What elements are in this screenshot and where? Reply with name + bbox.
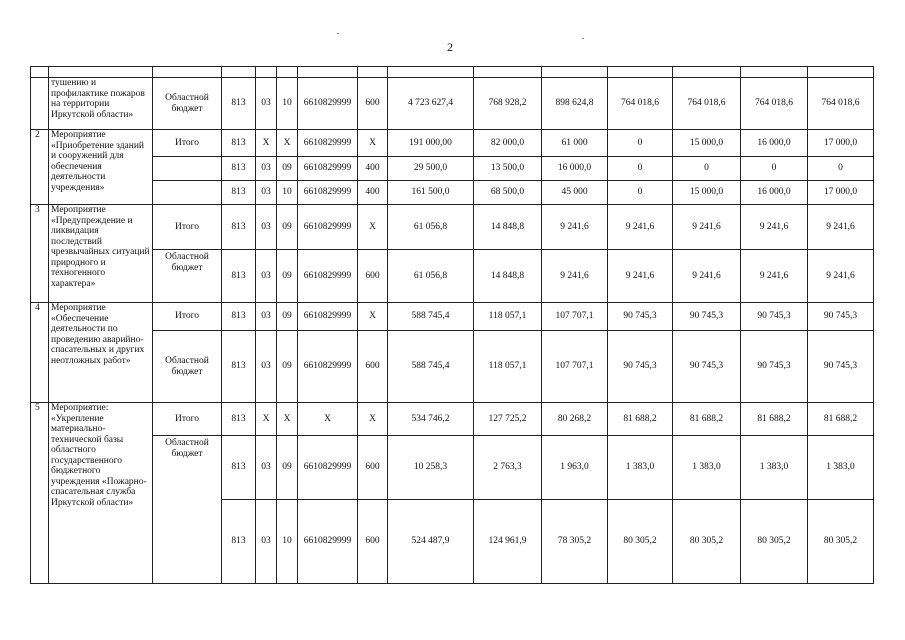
vr-code: Х <box>358 130 388 157</box>
csr-code: 6610829999 <box>298 78 358 130</box>
amount-year: 1 383,0 <box>741 436 808 500</box>
pr-code: 10 <box>277 78 298 130</box>
pr-code: 10 <box>277 500 298 584</box>
amount-year: 107 707,1 <box>542 331 608 403</box>
amount-total: 161 500,0 <box>388 181 474 205</box>
amount-year: 14 848,8 <box>474 250 542 303</box>
vr-code: 400 <box>358 181 388 205</box>
rz-code: Х <box>256 130 277 157</box>
amount-year: 90 745,3 <box>741 331 808 403</box>
table-row <box>31 250 874 303</box>
row-number: 5 <box>31 403 49 584</box>
measure-name: Мероприятие: «Укрепление материально-технической базы областного государственного бюджетного учреждения «Пожарно-спасательная служба Иркутской области» <box>49 403 153 584</box>
pr-code: 09 <box>277 205 298 250</box>
measure-name: Мероприятие «Предупреждение и ликвидация последствий чрезвычайных ситуаций природного и техногенного характера» <box>49 205 153 303</box>
pr-code: 09 <box>277 436 298 500</box>
amount-year: 80 305,2 <box>741 500 808 584</box>
funding-source: Областной бюджет <box>153 436 222 584</box>
pr-code: 09 <box>277 303 298 331</box>
amount-year: 2 763,3 <box>474 436 542 500</box>
amount-year: 15 000,0 <box>673 130 741 157</box>
amount-year: 80 305,2 <box>673 500 741 584</box>
amount-total: 524 487,9 <box>388 500 474 584</box>
measure-name: Мероприятие «Обеспечение деятельности по проведению аварийно-спасательных и других неотложных работ» <box>49 303 153 403</box>
amount-year: 124 961,9 <box>474 500 542 584</box>
amount-year: 15 000,0 <box>673 181 741 205</box>
amount-year: 764 018,6 <box>741 78 808 130</box>
amount-year: 80 268,2 <box>542 403 608 436</box>
amount-year: 9 241,6 <box>808 205 874 250</box>
table-row <box>31 303 874 331</box>
amount-total: 61 056,8 <box>388 205 474 250</box>
amount-year: 90 745,3 <box>808 303 874 331</box>
vr-code: Х <box>358 205 388 250</box>
measure-name: тушению и профилактике пожаров на территории Иркутской области» <box>49 78 153 130</box>
funding-source <box>153 181 222 205</box>
amount-year: 1 383,0 <box>808 436 874 500</box>
amount-total: 10 258,3 <box>388 436 474 500</box>
pr-code: Х <box>277 403 298 436</box>
amount-year: 0 <box>608 157 673 181</box>
amount-year: 17 000,0 <box>808 181 874 205</box>
vr-code: 600 <box>358 78 388 130</box>
amount-year: 90 745,3 <box>673 303 741 331</box>
rz-code: 03 <box>256 303 277 331</box>
amount-year: 1 963,0 <box>542 436 608 500</box>
amount-year: 9 241,6 <box>542 250 608 303</box>
grbs-code: 813 <box>222 331 256 403</box>
amount-year: 9 241,6 <box>808 250 874 303</box>
amount-year: 118 057,1 <box>474 303 542 331</box>
grbs-code: 813 <box>222 205 256 250</box>
amount-year: 768 928,2 <box>474 78 542 130</box>
csr-code: 6610829999 <box>298 331 358 403</box>
amount-year: 9 241,6 <box>608 205 673 250</box>
amount-year: 9 241,6 <box>673 205 741 250</box>
amount-year: 90 745,3 <box>741 303 808 331</box>
funding-source: Итого <box>153 303 222 331</box>
amount-year: 1 383,0 <box>608 436 673 500</box>
amount-year: 0 <box>673 157 741 181</box>
rz-code: Х <box>256 403 277 436</box>
csr-code: 6610829999 <box>298 181 358 205</box>
amount-year: 68 500,0 <box>474 181 542 205</box>
amount-total: 588 745,4 <box>388 303 474 331</box>
amount-year: 0 <box>808 157 874 181</box>
funding-source <box>153 157 222 181</box>
amount-year: 16 000,0 <box>741 181 808 205</box>
funding-source: Областной бюджет <box>153 250 222 303</box>
amount-total: 588 745,4 <box>388 331 474 403</box>
row-number: 2 <box>31 130 49 205</box>
amount-year: 898 624,8 <box>542 78 608 130</box>
amount-total: 29 500,0 <box>388 157 474 181</box>
funding-source: Итого <box>153 130 222 157</box>
rz-code: 03 <box>256 78 277 130</box>
amount-year: 90 745,3 <box>673 331 741 403</box>
csr-code: 6610829999 <box>298 500 358 584</box>
pr-code: 10 <box>277 181 298 205</box>
scan-speck <box>582 38 584 39</box>
amount-year: 9 241,6 <box>741 205 808 250</box>
amount-total: 534 746,2 <box>388 403 474 436</box>
amount-year: 9 241,6 <box>608 250 673 303</box>
grbs-code: 813 <box>222 500 256 584</box>
amount-year: 1 383,0 <box>673 436 741 500</box>
table-row <box>31 331 874 403</box>
amount-year: 17 000,0 <box>808 130 874 157</box>
amount-year: 127 725,2 <box>474 403 542 436</box>
amount-year: 81 688,2 <box>808 403 874 436</box>
csr-code: 6610829999 <box>298 436 358 500</box>
amount-year: 80 305,2 <box>608 500 673 584</box>
budget-table <box>30 66 874 584</box>
amount-year: 61 000 <box>542 130 608 157</box>
amount-year: 90 745,3 <box>808 331 874 403</box>
amount-year: 78 305,2 <box>542 500 608 584</box>
table-row <box>31 205 874 250</box>
table-row <box>31 436 874 500</box>
table-row <box>31 157 874 181</box>
amount-year: 13 500,0 <box>474 157 542 181</box>
table-row <box>31 130 874 157</box>
amount-year: 118 057,1 <box>474 331 542 403</box>
amount-year: 45 000 <box>542 181 608 205</box>
table-row <box>31 403 874 436</box>
grbs-code: 813 <box>222 303 256 331</box>
table-row <box>31 78 874 130</box>
vr-code: 400 <box>358 157 388 181</box>
rz-code: 03 <box>256 436 277 500</box>
amount-total: 4 723 627,4 <box>388 78 474 130</box>
grbs-code: 813 <box>222 181 256 205</box>
amount-year: 764 018,6 <box>808 78 874 130</box>
rz-code: 03 <box>256 205 277 250</box>
grbs-code: 813 <box>222 436 256 500</box>
rz-code: 03 <box>256 500 277 584</box>
amount-total: 191 000,00 <box>388 130 474 157</box>
vr-code: 600 <box>358 331 388 403</box>
csr-code: 6610829999 <box>298 303 358 331</box>
row-number <box>31 78 49 130</box>
funding-source: Итого <box>153 205 222 250</box>
vr-code: Х <box>358 403 388 436</box>
table-row <box>31 67 874 78</box>
row-number: 3 <box>31 205 49 303</box>
rz-code: 03 <box>256 181 277 205</box>
amount-year: 14 848,8 <box>474 205 542 250</box>
amount-year: 16 000,0 <box>542 157 608 181</box>
amount-year: 90 745,3 <box>608 331 673 403</box>
amount-year: 81 688,2 <box>608 403 673 436</box>
measure-name: Мероприятие «Приобретение зданий и сооружений для обеспечения деятельности учреждения» <box>49 130 153 205</box>
pr-code: 09 <box>277 331 298 403</box>
grbs-code: 813 <box>222 78 256 130</box>
pr-code: 09 <box>277 157 298 181</box>
vr-code: 600 <box>358 500 388 584</box>
amount-year: 90 745,3 <box>608 303 673 331</box>
csr-code: 6610829999 <box>298 250 358 303</box>
funding-source: Итого <box>153 403 222 436</box>
grbs-code: 813 <box>222 403 256 436</box>
rz-code: 03 <box>256 157 277 181</box>
table-row <box>31 181 874 205</box>
amount-total: 61 056,8 <box>388 250 474 303</box>
csr-code: Х <box>298 403 358 436</box>
funding-source: Областной бюджет <box>153 331 222 403</box>
amount-year: 0 <box>741 157 808 181</box>
amount-year: 9 241,6 <box>673 250 741 303</box>
vr-code: Х <box>358 303 388 331</box>
amount-year: 82 000,0 <box>474 130 542 157</box>
scan-speck <box>337 33 339 34</box>
grbs-code: 813 <box>222 157 256 181</box>
amount-year: 9 241,6 <box>542 205 608 250</box>
amount-year: 764 018,6 <box>673 78 741 130</box>
rz-code: 03 <box>256 250 277 303</box>
csr-code: 6610829999 <box>298 205 358 250</box>
amount-year: 81 688,2 <box>673 403 741 436</box>
grbs-code: 813 <box>222 250 256 303</box>
amount-year: 107 707,1 <box>542 303 608 331</box>
csr-code: 6610829999 <box>298 157 358 181</box>
amount-year: 9 241,6 <box>741 250 808 303</box>
amount-year: 0 <box>608 181 673 205</box>
csr-code: 6610829999 <box>298 130 358 157</box>
pr-code: 09 <box>277 250 298 303</box>
grbs-code: 813 <box>222 130 256 157</box>
amount-year: 81 688,2 <box>741 403 808 436</box>
vr-code: 600 <box>358 250 388 303</box>
funding-source: Областной бюджет <box>153 78 222 130</box>
pr-code: Х <box>277 130 298 157</box>
row-number: 4 <box>31 303 49 403</box>
amount-year: 0 <box>608 130 673 157</box>
amount-year: 16 000,0 <box>741 130 808 157</box>
amount-year: 764 018,6 <box>608 78 673 130</box>
vr-code: 600 <box>358 436 388 500</box>
page-number: 2 <box>447 40 453 54</box>
amount-year: 80 305,2 <box>808 500 874 584</box>
rz-code: 03 <box>256 331 277 403</box>
